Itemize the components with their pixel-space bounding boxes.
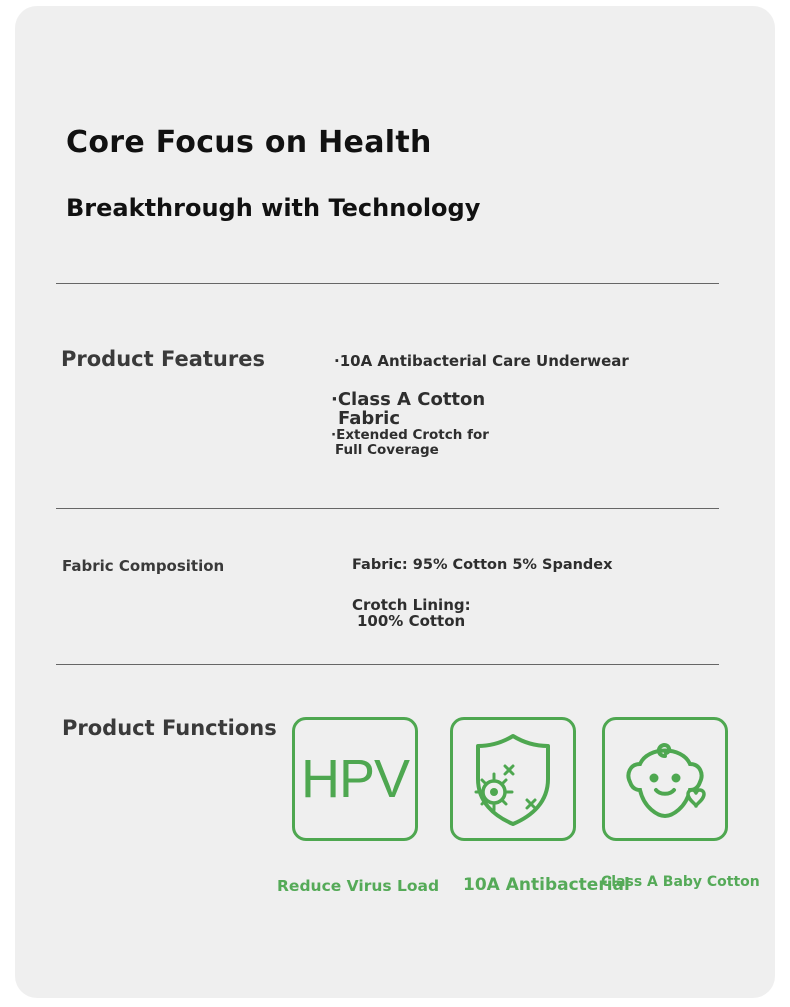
- divider: [56, 664, 719, 665]
- feature-item: Fabric: [338, 408, 400, 429]
- divider: [56, 508, 719, 509]
- baby-icon: [610, 724, 720, 834]
- baby-face-icon: [602, 717, 728, 841]
- fabric-composition-heading: Fabric Composition: [62, 557, 225, 575]
- function-label: Reduce Virus Load: [277, 877, 440, 895]
- crotch-lining-value: 100% Cotton: [357, 612, 466, 630]
- antibacterial-shield-icon: [450, 717, 576, 841]
- subtitle: Breakthrough with Technology: [66, 194, 481, 222]
- hpv-icon-text: HPV: [300, 749, 410, 809]
- shield-virus-icon: [458, 724, 568, 834]
- product-functions-heading: Product Functions: [62, 716, 277, 740]
- fabric-ratio: Fabric: 95% Cotton 5% Spandex: [352, 557, 613, 573]
- product-features-heading: Product Features: [61, 347, 265, 371]
- feature-item: ·Extended Crotch for: [331, 427, 489, 443]
- function-label: 10A Antibacterial: [463, 875, 630, 895]
- feature-item: ·10A Antibacterial Care Underwear: [334, 352, 629, 370]
- crotch-lining-label: Crotch Lining:: [352, 596, 471, 614]
- function-label: Class A Baby Cotton: [601, 874, 760, 890]
- divider: [56, 283, 719, 284]
- feature-item: Full Coverage: [335, 442, 439, 458]
- hpv-icon: [292, 717, 418, 841]
- main-title: Core Focus on Health: [66, 125, 432, 160]
- feature-item: ·Class A Cotton: [331, 389, 486, 410]
